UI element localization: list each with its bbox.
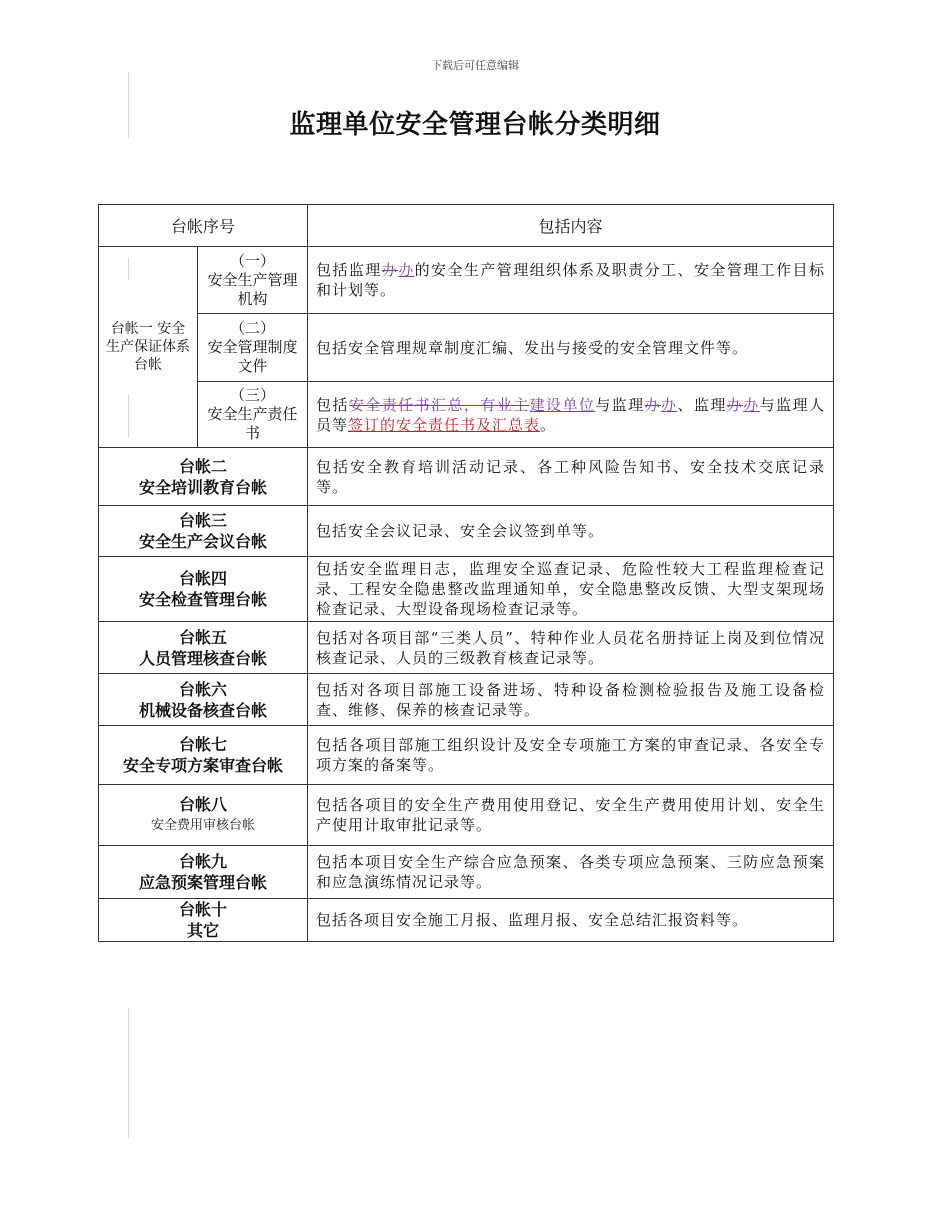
table-row	[99, 448, 834, 506]
table-row	[99, 785, 834, 846]
sub-ledger-name: 安全生产管理机构	[207, 270, 298, 308]
sub-ledger-number: （三）	[230, 386, 276, 404]
group-label: 台帐一 安全生产保证体系台帐	[99, 247, 198, 448]
content-cell: 包括各项目安全施工月报、监理月报、安全总结汇报资料等。	[308, 899, 834, 942]
content-text: 包括	[316, 395, 349, 414]
sub-ledger-number: （一）	[230, 251, 276, 270]
ledger-name-cell	[99, 785, 308, 846]
sub-ledger-cell	[198, 247, 308, 314]
ledger-name-cell	[99, 506, 308, 557]
ledger-number: 台帐九	[179, 852, 228, 871]
ledger-name-cell	[99, 846, 308, 899]
deleted-text: 安全责任书汇总，有业主	[348, 395, 530, 414]
content-text: 包括监理	[316, 261, 382, 279]
header-content: 包括内容	[308, 205, 834, 247]
content-text: 。	[540, 415, 557, 434]
document-title: 监理单位安全管理台帐分类明细	[289, 110, 661, 140]
content-cell: 包括安全管理规章制度汇编、发出与接受的安全管理文件等。	[308, 314, 834, 382]
ledger-name-cell	[99, 557, 308, 622]
content-text: 、监理	[677, 395, 727, 414]
ledger-table	[98, 204, 834, 942]
table-header-row	[99, 205, 834, 247]
content-text: 与监理人员等	[316, 395, 825, 434]
table-row	[99, 846, 834, 899]
deleted-text: 办	[644, 395, 662, 414]
sub-ledger-name: 安全管理制度文件	[207, 338, 298, 375]
content-cell	[308, 247, 834, 314]
ledger-number: 台帐五	[179, 627, 228, 647]
ledger-number: 台帐八	[179, 795, 228, 814]
content-cell: 包括本项目安全生产综合应急预案、各类专项应急预案、三防应急预案和应急演练情况记录等。	[308, 846, 834, 899]
inserted-text: 建设单位	[529, 395, 596, 414]
sub-ledger-name: 安全生产责任书	[207, 405, 298, 442]
sub-ledger-cell	[198, 314, 308, 382]
ledger-name-cell	[99, 622, 308, 674]
content-cell: 包括对各项目部“三类人员”、特种作业人员花名册持证上岗及到位情况核查记录、人员的三级教育核查记录等。	[308, 622, 834, 674]
inserted-text: 签订的安全责任书及汇总表	[348, 415, 541, 434]
table-row	[99, 247, 834, 314]
ledger-name: 应急预案管理台帐	[139, 873, 268, 892]
ledger-name: 其它	[187, 921, 220, 940]
content-cell: 包括各项目的安全生产费用使用登记、安全生产费用使用计划、安全生产使用计取审批记录等。	[308, 785, 834, 846]
content-cell: 包括各项目部施工组织设计及安全专项施工方案的审查记录、各安全专项方案的备案等。	[308, 726, 834, 785]
table-row	[99, 314, 834, 382]
ledger-name: 安全培训教育台帐	[139, 477, 268, 497]
content-cell: 包括对各项目部施工设备进场、特种设备检测检验报告及施工设备检查、维修、保养的核查记录等。	[308, 674, 834, 726]
content-text: 与监理	[595, 395, 645, 414]
ledger-number: 台帐六	[179, 679, 228, 699]
ledger-number: 台帐七	[179, 735, 228, 754]
ledger-name: 安全费用审核台帐	[151, 818, 256, 833]
header-ledger-number: 台帐序号	[99, 205, 308, 247]
ledger-name: 人员管理核查台帐	[139, 648, 268, 668]
ledger-name: 安全专项方案审查台帐	[123, 756, 284, 775]
ledger-name-cell	[99, 726, 308, 785]
ledger-name: 安全检查管理台帐	[139, 590, 268, 609]
sub-ledger-number: （二）	[230, 319, 276, 337]
ledger-number: 台帐四	[179, 569, 228, 588]
sub-ledger-cell	[198, 382, 308, 448]
content-cell: 包括安全监理日志，监理安全巡查记录、危险性较大工程监理检查记录、工程安全隐患整改监理通知单，安全隐患整改反馈、大型支架现场检查记录、大型设备现场检查记录等。	[308, 557, 834, 622]
ledger-name-cell	[99, 448, 308, 506]
table-row	[99, 557, 834, 622]
ledger-name-cell	[99, 899, 308, 942]
table-row	[99, 726, 834, 785]
inserted-text: 办	[398, 261, 415, 279]
content-cell: 包括安全会议记录、安全会议签到单等。	[308, 506, 834, 557]
table-row	[99, 622, 834, 674]
ledger-name: 机械设备核查台帐	[139, 700, 268, 720]
ledger-number: 台帐三	[179, 511, 228, 530]
table-row	[99, 674, 834, 726]
inserted-text: 办	[661, 395, 678, 414]
deleted-text: 办	[381, 261, 399, 279]
table-row	[99, 506, 834, 557]
table-row	[99, 382, 834, 448]
table-row	[99, 899, 834, 942]
ledger-name: 安全生产会议台帐	[139, 532, 268, 551]
margin-line	[128, 1008, 129, 1138]
content-cell: 包括安全教育培训活动记录、各工种风险告知书、安全技术交底记录等。	[308, 448, 834, 506]
ledger-name-cell	[99, 674, 308, 726]
content-text: 的安全生产管理组织体系及职责分工、安全管理工作目标和计划等。	[316, 261, 825, 299]
inserted-text: 办	[743, 395, 760, 414]
ledger-number: 台帐十	[179, 900, 228, 919]
ledger-number: 台帐二	[179, 456, 228, 476]
deleted-text: 办	[726, 395, 744, 414]
header-note: 下载后可任意编辑	[431, 59, 519, 72]
content-cell	[308, 382, 834, 448]
